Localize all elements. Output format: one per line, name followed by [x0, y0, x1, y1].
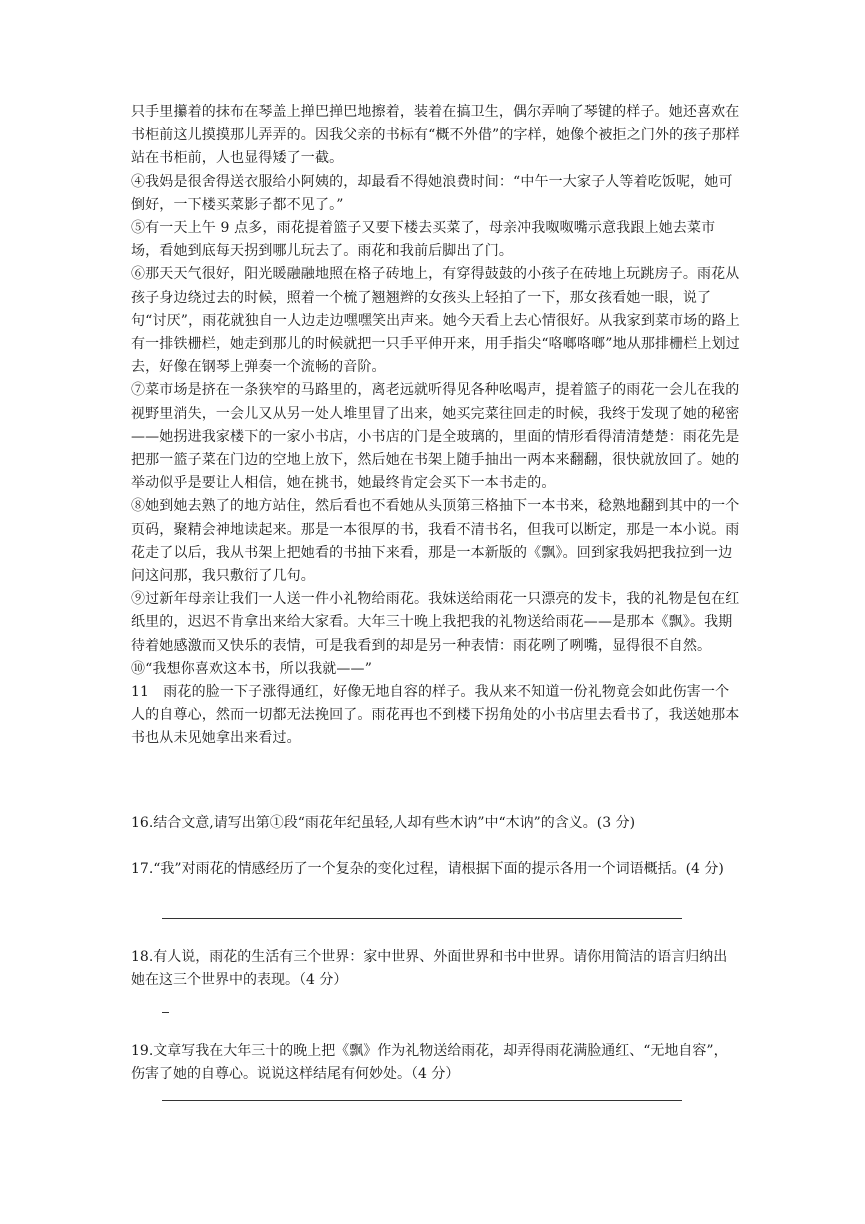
- paragraph-10: ⑩“我想你喜欢这本书，所以我就——”: [131, 660, 373, 677]
- paragraph-9: ⑨过新年母亲让我们一人送一件小礼物给雨花。我妹送给雨花一只漂亮的发卡，我的礼物是包在红纸里的，迟迟不肯拿出来给大家看。大年三十晚上我把我的礼物送给雨花——是那本《飘》。我期待着她感激而又快乐的表情，可是我看到的却是另一种表情：雨花咧了咧嘴，显得很不自然。: [131, 591, 740, 654]
- answer-line-17[interactable]: [162, 918, 682, 919]
- paragraph-11: 11 雨花的脸一下子涨得通红，好像无地自容的样子。我从来不知道一份礼物竟会如此伤害一个人的自尊心，然而一切都无法挽回了。雨花再也不到楼下拐角处的小书店里去看书了，我送她那本书也从未见她拿出来看过。: [131, 684, 740, 747]
- answer-mark-18[interactable]: [162, 1012, 169, 1013]
- answer-line-19[interactable]: [162, 1100, 682, 1101]
- paragraph-5: ⑤有一天上午 9 点多，雨花提着篮子又要下楼去买菜了，母亲冲我呶呶嘴示意我跟上她去菜市场，看她到底每天拐到哪儿玩去了。雨花和我前后脚出了门。: [131, 220, 716, 260]
- paragraph-8: ⑧她到她去熟了的地方站住，然后看也不看她从头顶第三格抽下一本书来，稔熟地翻到其中的一个页码，聚精会神地读起来。那是一本很厚的书，我看不清书名，但我可以断定，那是一本小说。雨花走了以后，我从书架上把她看的书抽下来看，那是一本新版的《飘》。回到家我妈把我拉到一边问这问那，我只敷衍了几句。: [131, 498, 740, 585]
- question-16: 16.结合文意,请写出第①段“雨花年纪虽轻,人却有些木讷”中“木讷”的含义。(3 分): [131, 815, 636, 831]
- paragraph-4: ④我妈是很舍得送衣服给小阿姨的，却最看不得她浪费时间：“中午一大家子人等着吃饭呢，她可倒好，一下楼买菜影子都不见了。”: [131, 173, 733, 213]
- question-18: 18.有人说，雨花的生活有三个世界：家中世界、外面世界和书中世界。请你用简洁的语言归纳出她在这三个世界中的表现。（4 分）: [131, 949, 728, 988]
- question-19: 19.文章写我在大年三十的晚上把《飘》作为礼物送给雨花，却弄得雨花满脸通红、“无地自容”，伤害了她的自尊心。说说这样结尾有何妙处。（4 分）: [131, 1043, 728, 1082]
- paragraph-7: ⑦菜市场是挤在一条狭窄的马路里的，离老远就听得见各种吆喝声，提着篮子的雨花一会儿在我的视野里消失，一会儿又从另一处人堆里冒了出来，她买完菜往回走的时候，我终于发现了她的秘密——她拐进我家楼下的一家小书店，小书店的门是全玻璃的，里面的情形看得清清楚楚：雨花先是把那一篮子菜在门边的空地上放下，然后她在书架上随手抽出一两本来翻翻，很快就放回了。她的举动似乎是要让人相信，她在挑书，她最终肯定会买下一本书走的。: [131, 382, 740, 492]
- reading-passage: [131, 101, 741, 751]
- paragraph-6: ⑥那天天气很好，阳光暖融融地照在格子砖地上，有穿得鼓鼓的小孩子在砖地上玩跳房子。雨花从孩子身边绕过去的时候，照着一个梳了翘翘辫的女孩头上轻拍了一下，那女孩看她一眼，说了句“讨厌”，雨花就独自一人边走边嘿嘿笑出声来。她今天看上去心情很好。从我家到菜市场的路上有一排铁栅栏，她走到那儿的时候就把一只手平伸开来，用手指尖“咯啷咯啷”地从那排栅栏上划过去，好像在钢琴上弹奏一个流畅的音阶。: [131, 266, 740, 376]
- question-17: 17.“我”对雨花的情感经历了一个复杂的变化过程，请根据下面的提示各用一个词语概括。(4 分): [131, 861, 724, 877]
- paragraph-continued: 只手里攥着的抹布在琴盖上掸巴掸巴地擦着，装着在搞卫生，偶尔弄响了琴键的样子。她还喜欢在书柜前这儿摸摸那儿弄弄的。因我父亲的书标有“概不外借”的字样，她像个被拒之门外的孩子那样站在书柜前，人也显得矮了一截。: [131, 104, 740, 167]
